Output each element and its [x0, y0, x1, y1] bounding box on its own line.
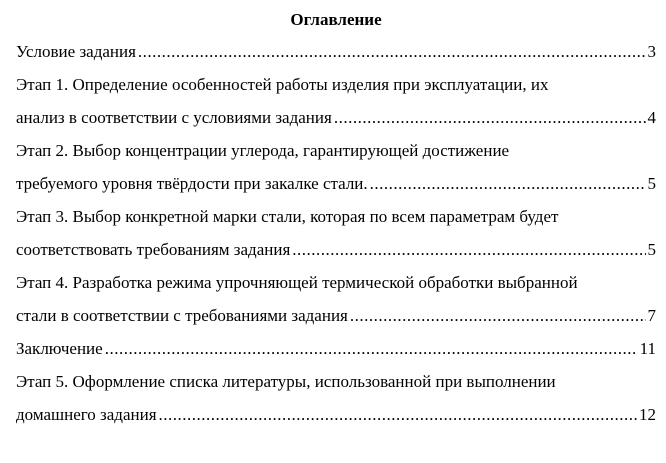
toc-entry-text: анализ в соответствии с условиями задания: [16, 108, 332, 127]
dot-leader: [334, 101, 646, 134]
dot-leader: [350, 299, 646, 332]
toc-entry-text: стали в соответствии с требованиями задания: [16, 306, 348, 325]
dot-leader: [292, 233, 645, 266]
toc-page-number: 5: [647, 174, 656, 193]
toc-entry-line: [16, 365, 656, 398]
toc-entry-text: соответствовать требованиям задания: [16, 240, 291, 259]
toc-page-number: 11: [639, 339, 656, 358]
toc-entry-line: [16, 134, 656, 167]
toc-entry-text: Условие задания: [16, 42, 136, 61]
toc-title: Оглавление: [290, 10, 382, 29]
toc-entry-stage-2[interactable]: [16, 134, 656, 200]
toc-page-number: 5: [647, 240, 656, 259]
toc-page-number: 12: [639, 405, 656, 424]
toc-entry-line: [16, 68, 656, 101]
toc-page-number: 4: [647, 108, 656, 127]
dot-leader: [159, 398, 637, 431]
toc-entry-text: Этап 5. Оформление списка литературы, использованной при выполнении: [16, 372, 556, 391]
toc-entry-line: [16, 266, 656, 299]
toc-entry-line: [16, 233, 656, 266]
toc-entry-line: [16, 35, 656, 68]
toc-entry-stage-5[interactable]: [16, 365, 656, 431]
toc-entry-line: [16, 398, 656, 431]
toc-entry-conditions[interactable]: [16, 35, 656, 68]
toc-entry-line: [16, 101, 656, 134]
toc-entry-line: [16, 332, 656, 365]
toc-page-number: 3: [647, 42, 656, 61]
toc-page-number: 7: [647, 306, 656, 325]
dot-leader: [370, 167, 646, 200]
toc-entry-text: Этап 2. Выбор концентрации углерода, гарантирующей достижение: [16, 141, 510, 160]
toc-entry-text: требуемого уровня твёрдости при закалке стали.: [16, 174, 368, 193]
dot-leader: [105, 332, 638, 365]
toc-entry-text: Заключение: [16, 339, 103, 358]
toc-entry-text: Этап 4. Разработка режима упрочняющей термической обработки выбранной: [16, 273, 578, 292]
toc-entry-stage-4[interactable]: [16, 266, 656, 332]
toc-entry-stage-1[interactable]: [16, 68, 656, 134]
toc-entry-line: [16, 200, 656, 233]
toc-entry-text: Этап 1. Определение особенностей работы изделия при эксплуатации, их: [16, 75, 549, 94]
toc-entry-conclusion[interactable]: [16, 332, 656, 365]
toc-entry-line: [16, 299, 656, 332]
toc-entry-stage-3[interactable]: [16, 200, 656, 266]
dot-leader: [138, 35, 646, 68]
toc-entry-line: [16, 167, 656, 200]
toc-entry-text: домашнего задания: [16, 405, 157, 424]
toc-entry-text: Этап 3. Выбор конкретной марки стали, которая по всем параметрам будет: [16, 207, 559, 226]
